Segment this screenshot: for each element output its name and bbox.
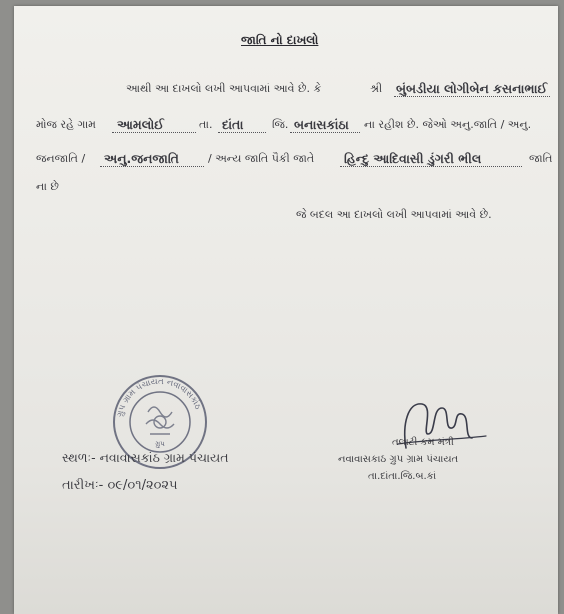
taluka-value: દાંતા: [222, 117, 244, 132]
closing-text: જે બદલ આ દાખલો લખી આપવામાં આવે છે.: [296, 208, 492, 221]
district-rule: [290, 132, 360, 133]
category-rule: [100, 166, 204, 167]
caste-value: હિન્દુ આદિવાસી ડુંગરી ભીલ: [344, 151, 482, 166]
category-value: અનુ.જનજાતિ: [104, 151, 179, 166]
intro-text: આથી આ દાખલો લખી આપવામાં આવે છે. કે: [126, 82, 322, 95]
district-label: જિ.: [272, 118, 289, 131]
village-value: આમલોઈ: [117, 117, 164, 132]
seal-center-text: ગ્રુપ: [155, 440, 165, 448]
signatory-designation: તલાટી કમ મંત્રી: [392, 437, 454, 448]
name-rule: [394, 96, 550, 97]
document-title: જાતિ નો દાખલો: [241, 33, 319, 47]
svg-text:ગ્રુપ ગ્રામ પંચાયત નવાવાસકાંઠ: [115, 377, 202, 418]
certificate-paper: [14, 6, 558, 614]
signatory-location: તા.દાંતા.જિ.બ.કાં: [368, 471, 437, 482]
applicant-name: બુંબડીયા લોગીબેન કસનાભાઈ: [396, 81, 548, 96]
seal-ring-text: ગ્રુપ ગ્રામ પંચાયત નવાવાસકાંઠ: [115, 376, 203, 418]
line4-text: ના છે: [36, 180, 59, 193]
residence-suffix: ના રહીશ છે. જેઓ અનુ.જાતિ / અનુ.: [364, 118, 532, 131]
caste-suffix: જાતિ: [529, 152, 553, 165]
date-line: તારીખઃ- ૦૯/૦૧/૨૦૨૫: [62, 478, 178, 493]
taluka-rule: [218, 132, 266, 133]
tribe-prefix: જનજાતિ /: [36, 152, 86, 165]
taluka-label: તા.: [199, 118, 213, 131]
village-rule: [112, 132, 196, 133]
district-value: બનાસકાંઠા: [294, 117, 349, 132]
residence-prefix: મોજ રહે ગામ: [36, 118, 96, 131]
caste-prefix: / અન્ય જાતિ પૈકી જાતે: [208, 152, 315, 165]
place-line: સ્થળઃ- નવાવાસકાંઠ ગ્રામ પંચાયત: [62, 450, 229, 465]
signatory-panchayat: નવાવાસકાઠ ગ્રુપ ગ્રામ પંચાયત: [338, 454, 459, 465]
caste-rule: [340, 166, 522, 167]
name-prefix: શ્રી: [370, 82, 383, 95]
